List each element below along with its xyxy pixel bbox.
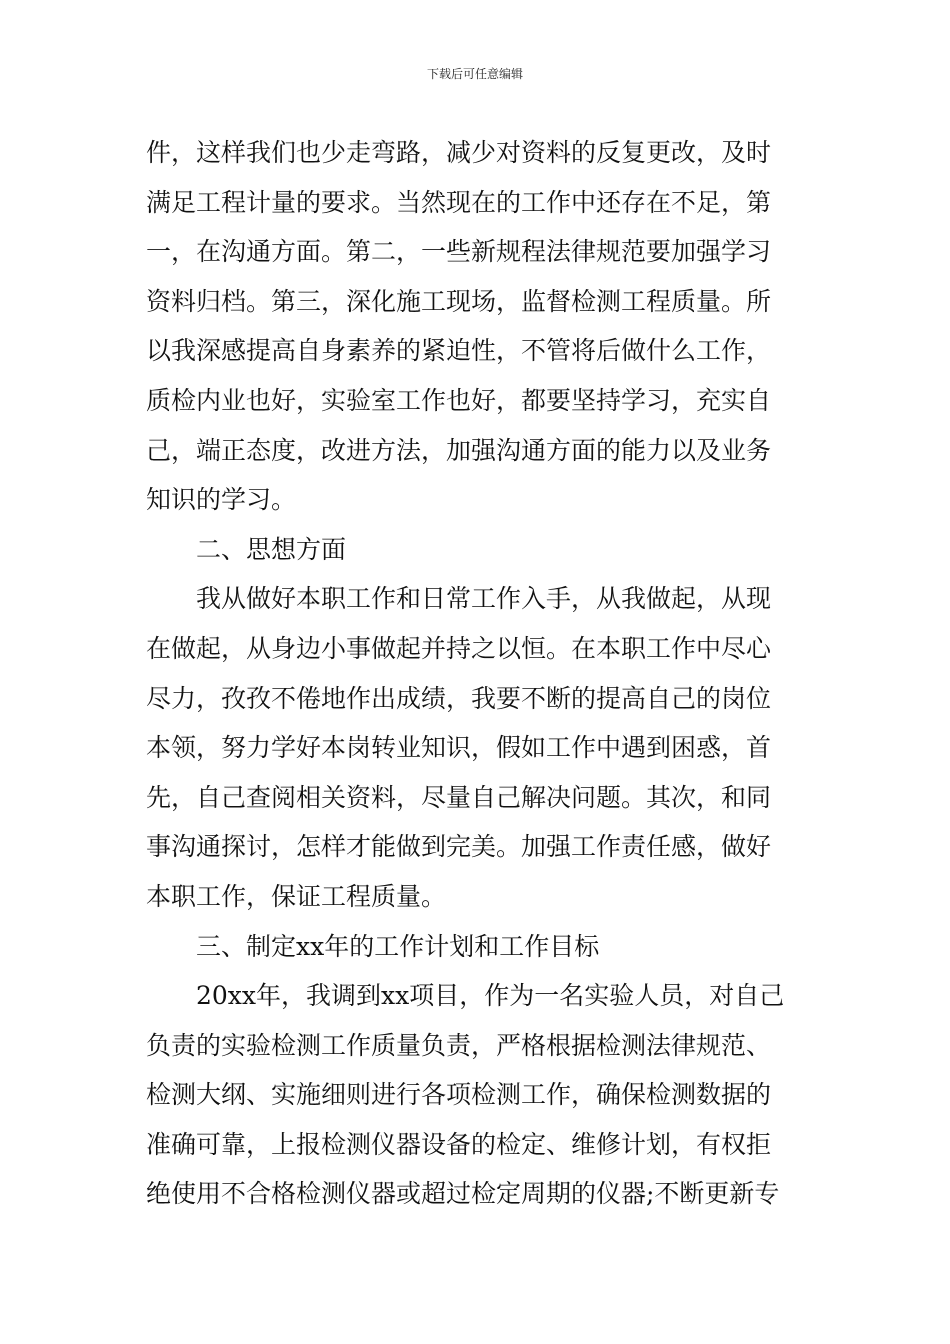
document-body	[146, 128, 806, 1219]
text-line: 本职工作，保证工程质量。	[146, 881, 447, 911]
text-line: 事沟通探讨，怎样才能做到完美。加强工作责任感，做好	[146, 832, 772, 862]
paragraph-first-line: 20xx年，我调到xx项目，作为一名实验人员，对自己	[196, 981, 785, 1011]
text-line: 检测大纲、实施细则进行各项检测工作，确保检测数据的	[146, 1080, 772, 1110]
text-line: 件，这样我们也少走弯路，减少对资料的反复更改，及时	[146, 138, 772, 167]
text-line: 绝使用不合格检测仪器或超过检定周期的仪器;不断更新专	[146, 1179, 780, 1209]
paragraph-first-line: 我从做好本职工作和日常工作入手，从我做起，从现	[196, 584, 772, 614]
section-heading: 二、思想方面	[196, 534, 347, 564]
text-line: 本领，努力学好本岗转业知识，假如工作中遇到困惑，首	[146, 733, 772, 763]
text-line: 准确可靠，上报检测仪器设备的检定、维修计划，有权拒	[146, 1129, 772, 1159]
text-line: 一，在沟通方面。第二，一些新规程法律规范要加强学习	[146, 237, 772, 267]
text-line: 负责的实验检测工作质量负责，严格根据检测法律规范、	[146, 1030, 772, 1060]
text-line: 知识的学习。	[146, 485, 297, 515]
text-line: 己，端正态度，改进方法，加强沟通方面的能力以及业务	[146, 435, 772, 465]
text-line: 质检内业也好，实验室工作也好，都要坚持学习，充实自	[146, 385, 772, 415]
text-line: 以我深感提高自身素养的紧迫性，不管将后做什么工作，	[146, 336, 772, 366]
text-line: 先，自己查阅相关资料，尽量自己解决问题。其次，和同	[146, 782, 772, 812]
page-header: 下载后可任意编辑	[426, 67, 523, 81]
text-line: 资料归档。第三，深化施工现场，监督检测工程质量。所	[146, 286, 772, 316]
text-line: 在做起，从身边小事做起并持之以恒。在本职工作中尽心	[146, 633, 772, 663]
text-line: 满足工程计量的要求。当然现在的工作中还存在不足，第	[146, 187, 772, 217]
text-line: 尽力，孜孜不倦地作出成绩，我要不断的提高自己的岗位	[146, 683, 772, 713]
section-heading: 三、制定xx年的工作计划和工作目标	[196, 931, 600, 961]
